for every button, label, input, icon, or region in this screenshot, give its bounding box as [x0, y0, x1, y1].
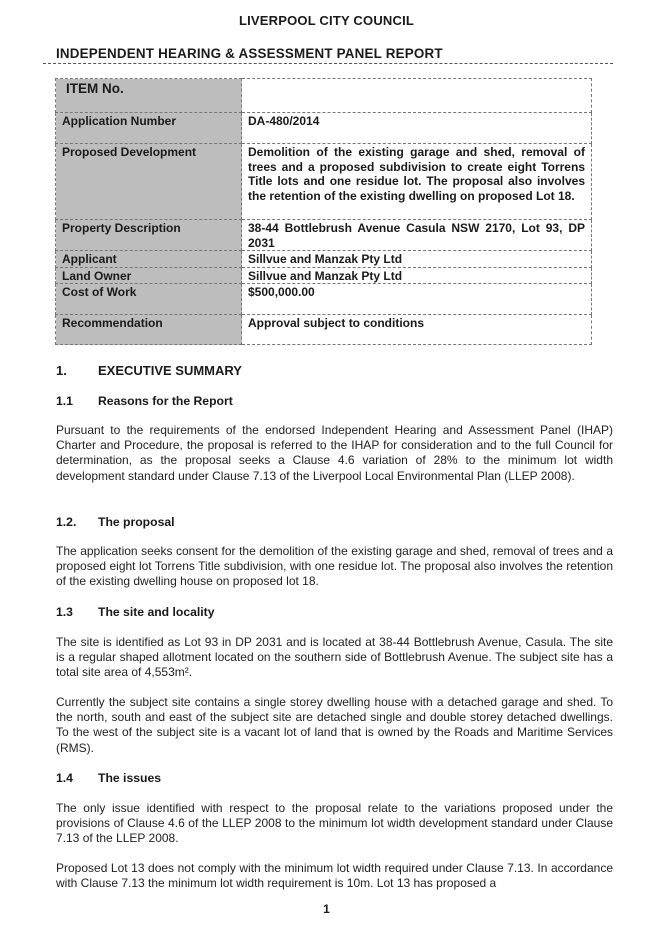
page-number: 1	[323, 902, 330, 916]
paragraph-issues-2: Proposed Lot 13 does not comply with the minimum lot width required under Clause 7.13. In accordance with Clause 7.13 the minimum lot width requirement is 10m. Lot 13 has proposed a	[56, 861, 613, 891]
subsection-heading-proposal	[56, 515, 175, 529]
applicant-label: Applicant	[56, 251, 242, 268]
subsection-title: The proposal	[98, 515, 175, 529]
report-title: INDEPENDENT HEARING & ASSESSMENT PANEL REPORT	[56, 46, 443, 61]
paragraph-site-2: Currently the subject site contains a single storey dwelling house with a detached garage and shed. To the north, south and east of the subject site are detached single and double storey detached dwellings. To the west of the subject site is a vacant lot of land that is owned by the Roads and Maritime Services (RMS).	[56, 695, 613, 755]
application-number-value: DA-480/2014	[242, 113, 592, 144]
subsection-number: 1.1	[56, 394, 73, 408]
table-row-cost-of-work	[56, 284, 592, 315]
proposed-development-value: Demolition of the existing garage and shed, removal of trees and a proposed subdivision to create eight Torrens Title lots and one residue lot. The proposal also involves the retention of the existing dwelling on proposed Lot 18.	[242, 144, 592, 220]
recommendation-value: Approval subject to conditions	[242, 315, 592, 345]
subsection-number: 1.4	[56, 771, 73, 785]
paragraph-proposal: The application seeks consent for the demolition of the existing garage and shed, removal of trees and a proposed eight lot Torrens Title subdivision, with one residue lot. The proposal also involves the retention of the existing dwelling house on proposed lot 18.	[56, 544, 613, 589]
subsection-title: The issues	[98, 771, 161, 785]
land-owner-value: Sillvue and Manzak Pty Ltd	[242, 267, 592, 284]
cost-of-work-value: $500,000.00	[242, 284, 592, 315]
table-row-proposed-development	[56, 144, 592, 220]
application-number-label: Application Number	[56, 113, 242, 144]
table-row-applicant	[56, 251, 592, 268]
paragraph-issues-1: The only issue identified with respect to the proposal relate to the variations proposed under the provisions of Clause 4.6 of the LLEP 2008 to the minimum lot width development standard under Clause 7.13 of the LLEP 2008.	[56, 801, 613, 846]
council-name: LIVERPOOL CITY COUNCIL	[238, 13, 415, 28]
paragraph-site-1: The site is identified as Lot 93 in DP 2031 and is located at 38-44 Bottlebrush Avenue, Casula. The site is a regular shaped allotment located on the southern side of Bottlebrush Avenue. The subject site has a total site area of 4,553m².	[56, 635, 613, 680]
table-row-application-number	[56, 113, 592, 144]
land-owner-label: Land Owner	[56, 267, 242, 284]
table-row-land-owner	[56, 267, 592, 284]
property-description-value: 38-44 Bottlebrush Avenue Casula NSW 2170, Lot 93, DP 2031	[242, 220, 592, 251]
table-row-item-no	[56, 79, 592, 113]
recommendation-label: Recommendation	[56, 315, 242, 345]
item-no-label: ITEM No.	[56, 79, 242, 113]
item-no-value	[242, 79, 592, 113]
table-row-recommendation	[56, 315, 592, 345]
table-row-property-description	[56, 220, 592, 251]
paragraph-reasons: Pursuant to the requirements of the endorsed Independent Hearing and Assessment Panel (IHAP) Charter and Procedure, the proposal is referred to the IHAP for consideration and to the full Council for determination, as the proposal seeks a Clause 4.6 variation of 28% to the minimum lot width development standard under Clause 7.13 of the Liverpool Local Environmental Plan (LLEP 2008).	[56, 423, 613, 483]
proposed-development-label: Proposed Development	[56, 144, 242, 220]
cost-of-work-label: Cost of Work	[56, 284, 242, 315]
subsection-title: The site and locality	[98, 605, 215, 619]
application-summary-table	[55, 78, 592, 345]
subsection-heading-site-locality	[56, 605, 215, 619]
section-heading-executive-summary	[56, 363, 242, 378]
title-divider	[43, 63, 613, 64]
section-title: EXECUTIVE SUMMARY	[98, 363, 242, 378]
subsection-heading-reasons	[56, 394, 233, 408]
section-number: 1.	[56, 363, 67, 378]
subsection-number: 1.3	[56, 605, 73, 619]
subsection-heading-issues	[56, 771, 161, 785]
property-description-label: Property Description	[56, 220, 242, 251]
subsection-title: Reasons for the Report	[98, 394, 233, 408]
subsection-number: 1.2.	[56, 515, 77, 529]
applicant-value: Sillvue and Manzak Pty Ltd	[242, 251, 592, 268]
